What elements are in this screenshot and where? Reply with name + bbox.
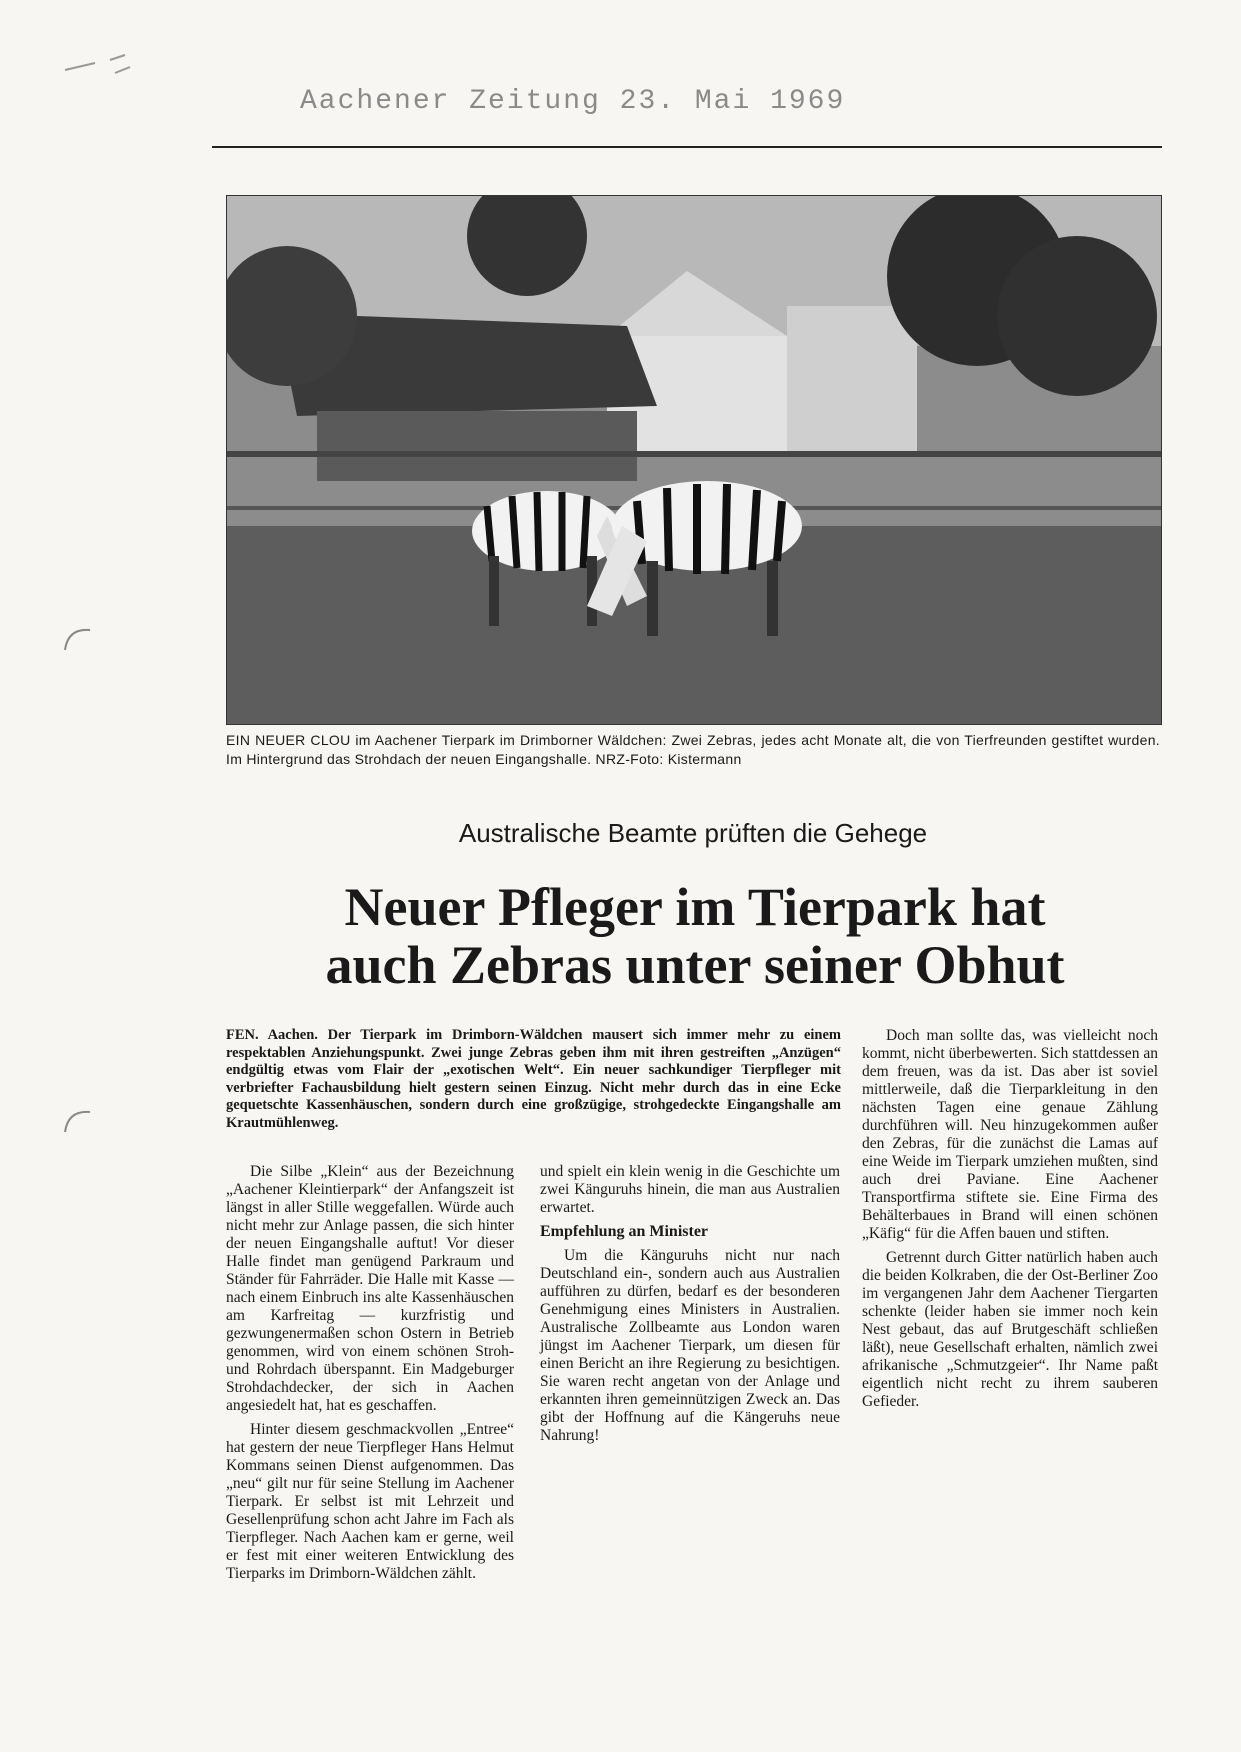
photo-caption: EIN NEUER CLOU im Aachener Tierpark im Drimborner Wäldchen: Zwei Zebras, jedes acht Monate alt, die von Tierfreunden gestiftet wurden. Im Hintergrund das Strohdach der neuen Eingangshalle. NRZ-Foto: Kistermann (226, 732, 1160, 767)
scan-artifact-corner (55, 45, 135, 85)
punch-hole-mark-upper (60, 620, 100, 660)
typed-source-line: Aachener Zeitung 23. Mai 1969 (300, 86, 846, 117)
column-3-paragraph-1: Doch man sollte das, was vielleicht noch kommt, nicht überbewerten. Sich stattdessen an dem freuen, was da ist. Das aber ist soviel mittlerweile, daß die Tierparkleitung in den nächsten Tagen eine genaue Zählung durchführen will. Neu hinzugekommen außer den Zebras, für die zunächst die Lamas auf eine Weide im Tierpark umziehen mußten, sind auch drei Paviane. Eine Aachener Transportfirma stiftete sie. Eine Firma des Behälterbaues in Brand will einen schönen „Käfig“ für die Affen bauen und stiften. (862, 1027, 1158, 1242)
column-1-paragraph-1: Die Silbe „Klein“ aus der Bezeichnung „Aachener Kleintierpark“ der Anfangszeit ist längst in aller Stille weggefallen. Würde auch nicht mehr zur Anlage passen, die sich hinter der neuen Eingangshalle auftut! Vor dieser Halle findet man genügend Parkraum und Ständer für Fahrräder. Die Halle mit Kasse — nach einem Einbruch ins alte Kassenhäuschen am Karfreitag — kurzfristig und gezwungenermaßen schon Ostern in Betrieb genommen, wird von einem schönen Stroh- und Rohrdach überspannt. Ein Madgeburger Strohdachdecker, der sich in Aachen angesiedelt hat, hat es geschaffen. (226, 1163, 514, 1414)
headline-line-2: auch Zebras unter seiner Obhut (325, 935, 1065, 995)
header-rule (212, 146, 1162, 148)
article-column-2 (540, 1163, 840, 1451)
article-column-3 (862, 1027, 1158, 1417)
column-2-subheading: Empfehlung an Minister (540, 1223, 709, 1240)
headline-line-1: Neuer Pfleger im Tierpark hat (344, 877, 1046, 937)
column-2-paragraph-1: und spielt ein klein wenig in die Geschichte um zwei Känguruhs hinein, die man aus Australien erwartet. (540, 1163, 840, 1216)
article-column-1 (226, 1163, 514, 1589)
lead-paragraph: FEN. Aachen. Der Tierpark im Drimborn-Wäldchen mausert sich immer mehr zu einem respektablen Anziehungspunkt. Zwei junge Zebras geben ihm mit ihren gestreiften „Anzügen“ endgültig etwas vom Flair der „exotischen Welt“. Ein neuer sachkundiger Tierpfleger mit verbriefter Fachausbildung hielt gestern seinen Einzug. Nicht mehr durch das in eine Ecke gequetschte Kassenhäuschen, sondern durch eine großzügige, strohgedeckte Eingangshalle am Krautmühlenweg. (226, 1027, 841, 1131)
kicker-headline: Australische Beamte prüften die Gehege (458, 818, 928, 848)
punch-hole-mark-lower (60, 1102, 100, 1142)
column-3-paragraph-2: Getrennt durch Gitter natürlich haben auch die beiden Kolkraben, die der Ost-Berliner Zoo im vergangenen Jahr dem Aachener Tiergarten schenkte (leider haben sie immer noch kein Nest gebaut, das auf Brutgeschäft schließen läßt), neue Gesellschaft erhalten, nämlich zwei afrikanische „Schmutzgeier“. Ihr Name paßt eigentlich nicht recht zu ihrem sauberen Gefieder. (862, 1249, 1158, 1410)
main-headline (200, 878, 1190, 994)
column-1-paragraph-2: Hinter diesem geschmackvollen „Entree“ hat gestern der neue Tierpfleger Hans Helmut Kommans seinen Dienst aufgenommen. Das „neu“ gilt nur für seine Stellung im Aachener Tierpark. Er selbst ist mit Lehrzeit und Gesellenprüfung schon acht Jahre im Fach als Tierpfleger. Nach Aachen kam er gerne, weil er fest mit einer weiteren Entwicklung des Tierparks im Drimborn-Wäldchen zählt. (226, 1421, 514, 1582)
column-2-paragraph-2: Um die Känguruhs nicht nur nach Deutschland ein-, sondern auch aus Australien aufführen zu dürfen, bedarf es der besonderen Genehmigung eines Ministers in Australien. Australische Zollbeamte aus London waren jüngst im Aachener Tierpark, um diesen für einen Bericht an ihre Regierung zu besichtigen. Sie waren recht angetan von der Anlage und erkannten ihren gemeinnützigen Zweck an. Das gibt der Hoffnung auf die Kängeruhs neue Nahrung! (540, 1247, 840, 1444)
zebra-photo (226, 195, 1162, 725)
